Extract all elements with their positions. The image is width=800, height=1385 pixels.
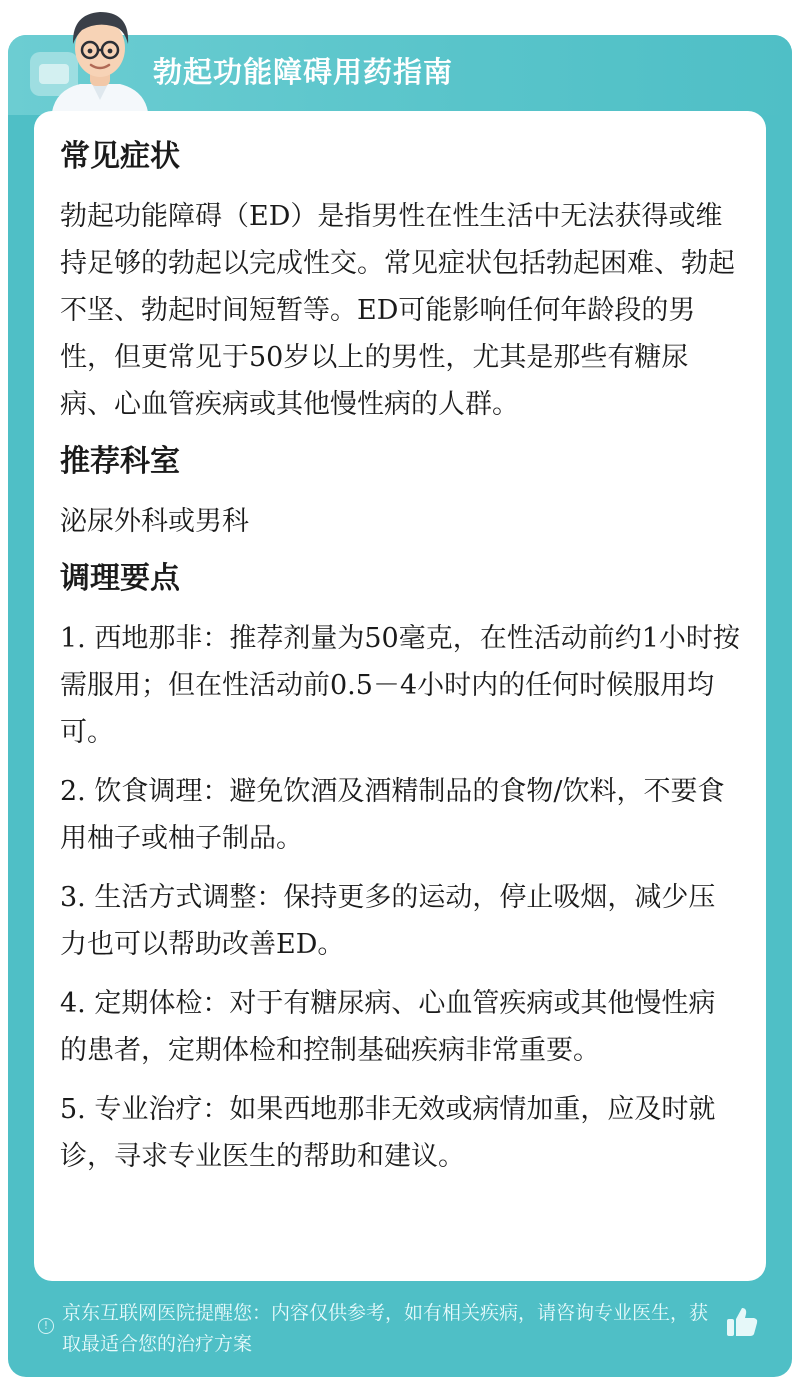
content-panel xyxy=(34,111,766,1281)
care-item-3: 3. 生活方式调整：保持更多的运动，停止吸烟，减少压力也可以帮助改善ED。 xyxy=(60,882,716,960)
care-item-1: 1. 西地那非：推荐剂量为50毫克，在性活动前约1小时按需服用；但在性活动前0.5－4小时内的任何时候服用均可。 xyxy=(60,623,740,748)
thumbs-up-icon[interactable] xyxy=(724,1304,760,1340)
department-heading: 推荐科室 xyxy=(60,444,180,479)
care-heading: 调理要点 xyxy=(60,561,180,596)
doctor-avatar-icon xyxy=(46,4,154,112)
symptoms-heading: 常见症状 xyxy=(60,139,180,174)
symptoms-text: 勃起功能障碍（ED）是指男性在性生活中无法获得或维持足够的勃起以完成性交。常见症状包括勃起困难、勃起不坚、勃起时间短暂等。ED可能影响任何年龄段的男性，但更常见于50岁以上的男性，尤其是那些有糖尿病、心血管疾病或其他慢性病的人群。 xyxy=(60,201,735,420)
care-item-5: 5. 专业治疗：如果西地那非无效或病情加重，应及时就诊，寻求专业医生的帮助和建议。 xyxy=(60,1094,716,1172)
info-icon: ! xyxy=(38,1318,54,1334)
footer-notice: 京东互联网医院提醒您：内容仅供参考，如有相关疾病，请咨询专业医生，获取最适合您的治疗方案 xyxy=(62,1302,709,1355)
care-item-2: 2. 饮食调理：避免饮酒及酒精制品的食物/饮料，不要食用柚子或柚子制品。 xyxy=(60,776,725,854)
care-item-4: 4. 定期体检：对于有糖尿病、心血管疾病或其他慢性病的患者，定期体检和控制基础疾病非常重要。 xyxy=(60,988,716,1066)
page-title: 勃起功能障碍用药指南 xyxy=(153,55,454,89)
department-text: 泌尿外科或男科 xyxy=(60,506,249,537)
